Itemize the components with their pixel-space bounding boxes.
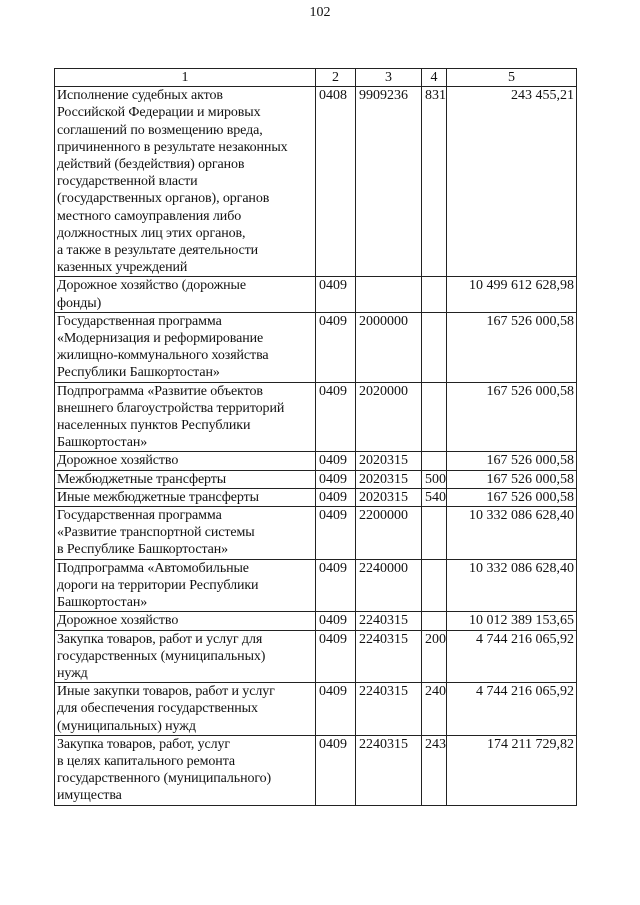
row-expense-type: 500 xyxy=(422,470,447,488)
row-target-code: 2240315 xyxy=(356,683,422,736)
row-target-code: 2240315 xyxy=(356,630,422,683)
table-row xyxy=(55,559,577,612)
table-row xyxy=(55,630,577,683)
row-amount: 4 744 216 065,92 xyxy=(447,630,577,683)
row-section-code: 0409 xyxy=(316,312,356,382)
row-target-code: 2200000 xyxy=(356,507,422,560)
row-expense-type: 200 xyxy=(422,630,447,683)
row-amount: 167 526 000,58 xyxy=(447,452,577,470)
row-section-code: 0409 xyxy=(316,559,356,612)
table-row xyxy=(55,452,577,470)
row-expense-type xyxy=(422,382,447,452)
row-target-code: 2020315 xyxy=(356,452,422,470)
table-row xyxy=(55,683,577,736)
row-expense-type xyxy=(422,612,447,630)
header-col-3: 3 xyxy=(356,69,422,87)
row-expense-type: 243 xyxy=(422,735,447,805)
row-name: Иные закупки товаров, работ и услуг для обеспечения государственных (муниципальных) нужд xyxy=(55,683,316,736)
page-number: 102 xyxy=(309,5,331,20)
table-row xyxy=(55,488,577,506)
row-amount: 10 332 086 628,40 xyxy=(447,559,577,612)
row-section-code: 0409 xyxy=(316,735,356,805)
row-section-code: 0409 xyxy=(316,470,356,488)
table-row xyxy=(55,507,577,560)
row-section-code: 0409 xyxy=(316,488,356,506)
row-expense-type: 240 xyxy=(422,683,447,736)
row-target-code: 2020000 xyxy=(356,382,422,452)
row-name: Исполнение судебных актов Российской Федерации и мировых соглашений по возмещению вреда, причиненного в результате незаконных действий (бездействия) органов государственной власти (государственных органов), органов местного самоуправления либо должностных лиц этих органов, а также в результате деятельности казенных учреждений xyxy=(55,87,316,277)
table-row xyxy=(55,277,577,312)
row-name: Межбюджетные трансферты xyxy=(55,470,316,488)
row-amount: 10 499 612 628,98 xyxy=(447,277,577,312)
row-amount: 243 455,21 xyxy=(447,87,577,277)
row-name: Государственная программа «Развитие транспортной системы в Республике Башкортостан» xyxy=(55,507,316,560)
row-name: Дорожное хозяйство xyxy=(55,452,316,470)
row-amount: 10 332 086 628,40 xyxy=(447,507,577,560)
row-name: Дорожное хозяйство xyxy=(55,612,316,630)
row-name: Иные межбюджетные трансферты xyxy=(55,488,316,506)
row-amount: 174 211 729,82 xyxy=(447,735,577,805)
row-expense-type xyxy=(422,507,447,560)
header-row xyxy=(55,69,577,87)
row-target-code: 2000000 xyxy=(356,312,422,382)
row-amount: 10 012 389 153,65 xyxy=(447,612,577,630)
table-row xyxy=(55,612,577,630)
table-row xyxy=(55,312,577,382)
row-expense-type xyxy=(422,312,447,382)
row-amount: 167 526 000,58 xyxy=(447,488,577,506)
row-target-code: 2240000 xyxy=(356,559,422,612)
table-row xyxy=(55,87,577,277)
budget-table xyxy=(54,68,577,806)
row-target-code xyxy=(356,277,422,312)
row-amount: 167 526 000,58 xyxy=(447,312,577,382)
row-expense-type xyxy=(422,277,447,312)
row-name: Подпрограмма «Автомобильные дороги на территории Республики Башкортостан» xyxy=(55,559,316,612)
header-col-1: 1 xyxy=(55,69,316,87)
header-col-4: 4 xyxy=(422,69,447,87)
row-section-code: 0409 xyxy=(316,452,356,470)
table-row xyxy=(55,470,577,488)
row-name: Государственная программа «Модернизация и реформирование жилищно-коммунального хозяйства Республики Башкортостан» xyxy=(55,312,316,382)
row-target-code: 2240315 xyxy=(356,612,422,630)
row-name: Закупка товаров, работ, услуг в целях капитального ремонта государственного (муниципального) имущества xyxy=(55,735,316,805)
row-target-code: 9909236 xyxy=(356,87,422,277)
row-expense-type xyxy=(422,452,447,470)
row-amount: 167 526 000,58 xyxy=(447,382,577,452)
table-row xyxy=(55,735,577,805)
row-section-code: 0409 xyxy=(316,630,356,683)
row-section-code: 0409 xyxy=(316,277,356,312)
row-target-code: 2240315 xyxy=(356,735,422,805)
row-section-code: 0409 xyxy=(316,683,356,736)
row-section-code: 0408 xyxy=(316,87,356,277)
row-amount: 167 526 000,58 xyxy=(447,470,577,488)
row-name: Дорожное хозяйство (дорожные фонды) xyxy=(55,277,316,312)
row-expense-type xyxy=(422,559,447,612)
row-target-code: 2020315 xyxy=(356,470,422,488)
row-amount: 4 744 216 065,92 xyxy=(447,683,577,736)
table-row xyxy=(55,382,577,452)
row-section-code: 0409 xyxy=(316,507,356,560)
row-expense-type: 540 xyxy=(422,488,447,506)
row-name: Закупка товаров, работ и услуг для государственных (муниципальных) нужд xyxy=(55,630,316,683)
row-target-code: 2020315 xyxy=(356,488,422,506)
row-name: Подпрограмма «Развитие объектов внешнего благоустройства территорий населенных пунктов Республики Башкортостан» xyxy=(55,382,316,452)
header-col-2: 2 xyxy=(316,69,356,87)
header-col-5: 5 xyxy=(447,69,577,87)
row-expense-type: 831 xyxy=(422,87,447,277)
row-section-code: 0409 xyxy=(316,382,356,452)
row-section-code: 0409 xyxy=(316,612,356,630)
